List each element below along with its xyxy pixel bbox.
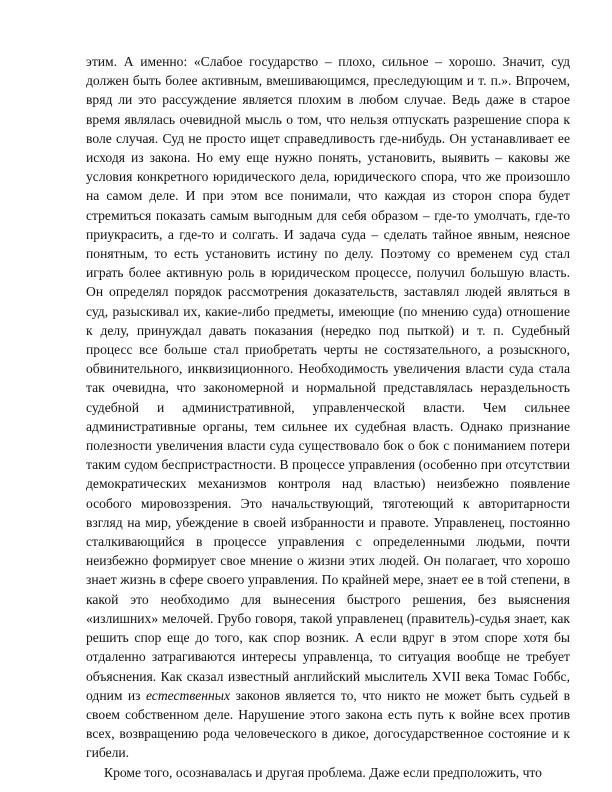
paragraph <box>86 52 570 763</box>
paragraph-text-continued: законов является то, что никто не может быть судьей в своем собственном деле. Нарушение этого закона есть путь к войне всех против всех, возвращению рода человеческого в дикое, догосударственное состояние и к гибели. <box>86 687 570 761</box>
italic-term: естественных <box>145 687 231 703</box>
body-text <box>86 52 570 782</box>
paragraph-text: этим. А именно: «Слабое государство – плохо, сильное – хорошо. Значит, суд должен быть более активным, вмешивающимся, преследующим и т. п.». Впрочем, вряд ли это рассуждение является плохим в любом случае. Ведь даже в старое время являлась очевидной мысль о том, что нельзя отпускать разрешение спора к воле случая. Суд не просто ищет справедливость где-нибудь. Он устанавливает ее исходя из закона. Но ему еще нужно понять, установить, выявить – каковы же условия конкретного юридического дела, юридического спора, что же произошло на самом деле. И при этом все понимали, что каждая из сторон спора будет стремиться показать самым выгодным для себя образом – где-то умолчать, где-то приукрасить, а где-то и солгать. И задача суда – сделать тайное явным, неясное понятным, то есть установить истину по делу. Поэтому со временем суд стал играть более активную роль в юридическом процессе, получил большую власть. Он определял порядок рассмотрения доказательств, заставлял людей являться в суд, разыскивал их, какие-либо предметы, имеющие (по мнению суда) отношение к делу, принуждал давать показания (нередко под пыткой) и т. п. Судебный процесс все больше стал приобретать черты не состязательного, а розыскного, обвинительного, инквизиционного. Необходимость увеличения власти суда стала так очевидна, что закономерной и нормальной представлялась нераздельность судебной и административной, управленческой власти. Чем сильнее административные органы, тем сильнее их судебная власть. Однако признание полезности увеличения власти суда существовало бок о бок с пониманием потери таким судом беспристрастности. В процессе управления (особенно при отсутствии демократических механизмов контроля над властью) неизбежно появление особого мировоззрения. Это начальствующий, тяготеющий к авторитарности взгляд на мир, убеждение в своей избранности и правоте. Управленец, постоянно сталкивающийся в процессе управления с определенными людьми, почти неизбежно формирует свое мнение о жизни этих людей. Он полагает, что хорошо знает жизнь в сфере своего управления. По крайней мере, знает ее в той степени, в какой это необходимо для вынесения быстрого решения, без выяснения «излишних» мелочей. Грубо говоря, такой управленец (правитель)-судья знает, как решить спор еще до того, как спор возник. А если вдруг в этом споре хотя бы отдаленно затрагиваются интересы управленца, то ситуация вообще не требует объяснения. Как сказал известный английский мыслитель XVII века Томас Гоббс, одним из <box>86 54 570 703</box>
paragraph: Кроме того, осознавалась и другая проблема. Даже если предположить, что <box>104 764 542 780</box>
